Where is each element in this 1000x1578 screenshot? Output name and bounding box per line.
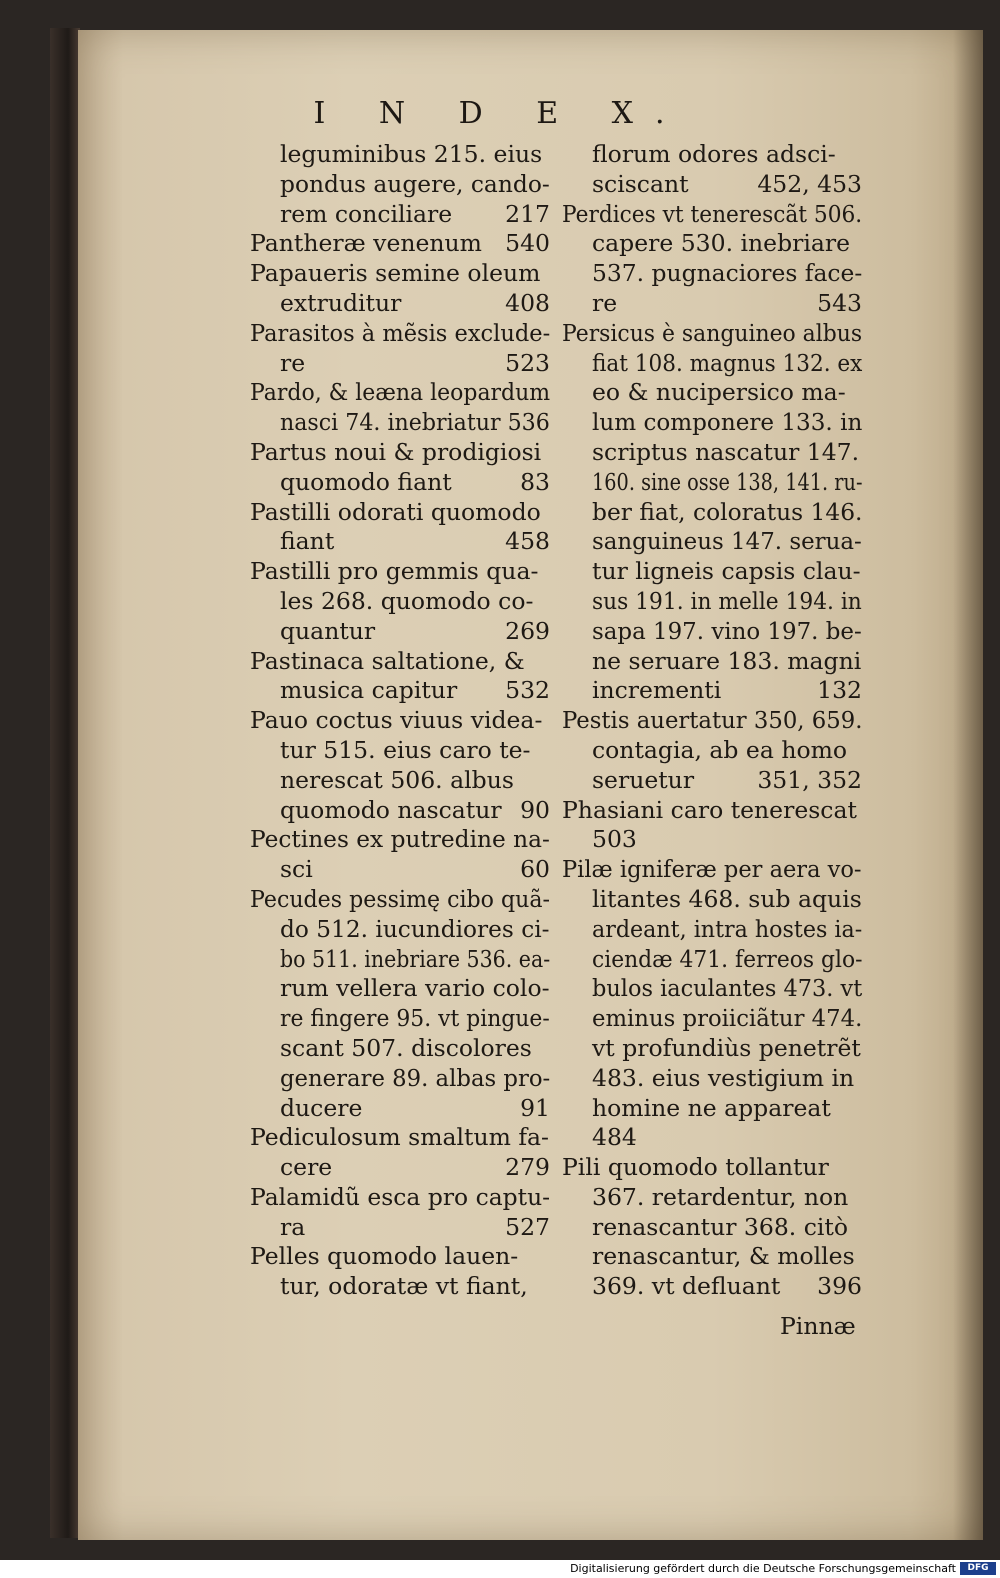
index-line [250, 349, 550, 379]
index-entry-text: 484 [592, 1123, 637, 1152]
index-line [562, 1272, 862, 1302]
index-entry-text: florum odores adsci- [592, 140, 836, 168]
index-line [250, 1272, 550, 1302]
book-cover-edge [50, 28, 80, 1538]
index-line [250, 170, 550, 200]
index-entry-text: Partus noui & prodigiosi [250, 437, 542, 466]
index-page-number: 91 [520, 1093, 550, 1122]
index-line [562, 1123, 862, 1153]
index-line [562, 468, 862, 498]
index-entry-text: generare 89. albas pro- [280, 1063, 551, 1092]
index-entry-text: re [280, 348, 306, 377]
index-entry-text: Pediculosum smaltum fa- [250, 1123, 549, 1152]
index-line [562, 140, 862, 170]
index-entry-text: quantur [280, 616, 376, 645]
index-line [562, 617, 862, 647]
index-entry-text: Papaueris semine oleum [250, 259, 541, 288]
running-head: I N D E X. [313, 96, 687, 131]
index-line [250, 557, 550, 587]
index-entry-text: Pastilli odorati quomodo [250, 497, 541, 526]
index-line [562, 527, 862, 557]
index-line [562, 706, 862, 736]
index-line [250, 498, 550, 528]
index-page-number: 132 [817, 676, 862, 705]
index-entry-text: re fingere 95. vt pingue- [280, 1004, 550, 1033]
index-entry-text: quomodo nascatur [280, 795, 502, 824]
index-entry-text: eo & nucipersico ma- [592, 378, 846, 407]
index-entry-text: Palamidũ esca pro captu- [250, 1182, 551, 1211]
index-line [250, 736, 550, 766]
footer-bar [0, 1560, 1000, 1578]
index-page-number: 532 [505, 676, 550, 705]
index-entry-text: les 268. quomodo co- [280, 586, 534, 615]
index-entry-text: leguminibus 215. eius [280, 140, 543, 168]
index-entry-text: scant 507. discolores [280, 1033, 532, 1062]
index-column-left [250, 140, 550, 1302]
index-entry-text: Pardo, & leæna leopardum [250, 378, 551, 407]
index-line [562, 557, 862, 587]
index-entry-text: pondus augere, cando- [280, 169, 550, 198]
index-line [562, 289, 862, 319]
index-line [250, 319, 550, 349]
index-line [250, 378, 550, 408]
index-entry-text: homine ne appareat [592, 1093, 831, 1122]
index-line [250, 1123, 550, 1153]
index-entry-text: sci [280, 855, 313, 884]
index-page-number: 540 [505, 229, 550, 258]
index-entry-text: Pili quomodo tollantur [562, 1153, 829, 1182]
index-line [250, 647, 550, 677]
index-line [562, 408, 862, 438]
index-line [562, 647, 862, 677]
index-line [250, 1242, 550, 1272]
index-entry-text: ducere [280, 1093, 363, 1122]
index-entry-text: nasci 74. inebriatur 536 [280, 408, 550, 437]
index-entry-text: lum componere 133. in [592, 408, 863, 437]
index-entry-text: contagia, ab ea homo [592, 735, 848, 764]
index-line [562, 587, 862, 617]
index-line [562, 438, 862, 468]
index-page-number: 523 [505, 348, 550, 377]
index-line [250, 945, 550, 975]
index-line [250, 855, 550, 885]
index-line [562, 349, 862, 379]
index-entry-text: do 512. iucundiores ci- [280, 914, 550, 943]
index-entry-text: vt profundiùs penetrẽt [592, 1033, 861, 1062]
index-line [250, 676, 550, 706]
index-entry-text: Pantheræ venenum [250, 229, 482, 258]
index-line [250, 1064, 550, 1094]
index-line [562, 855, 862, 885]
index-line [562, 170, 862, 200]
index-entry-text: 160. sine osse 138, 141. ru- [592, 467, 863, 496]
funding-notice: Digitalisierung gefördert durch die Deutsche Forschungsgemeinschaft [570, 1562, 956, 1575]
index-entry-text: Pilæ igniferæ per aera vo- [562, 855, 862, 884]
index-line [562, 1242, 862, 1272]
index-entry-text: musica capitur [280, 676, 458, 705]
index-line [250, 408, 550, 438]
index-entry-text: Pauo coctus viuus videa- [250, 706, 543, 735]
index-line [250, 229, 550, 259]
index-line [562, 259, 862, 289]
index-entry-text: ardeant, intra hostes ia- [592, 914, 863, 943]
index-line [562, 766, 862, 796]
index-line [562, 915, 862, 945]
index-entry-text: quomodo fiant [280, 467, 452, 496]
index-line [250, 468, 550, 498]
index-line [562, 1183, 862, 1213]
index-entry-text: sus 191. in melle 194. in [592, 586, 862, 615]
index-line [562, 1064, 862, 1094]
index-line [250, 527, 550, 557]
index-line [562, 498, 862, 528]
index-page-number: 269 [505, 616, 550, 645]
index-page-number: 396 [817, 1272, 862, 1301]
index-entry-text: 369. vt defluant [592, 1272, 781, 1301]
index-entry-text: Pastinaca saltatione, & [250, 646, 525, 675]
index-entry-text: ne seruare 183. magni [592, 646, 862, 675]
index-entry-text: nerescat 506. albus [280, 765, 514, 794]
catchword: Pinnæ [780, 1312, 856, 1340]
index-entry-text: ciendæ 471. ferreos glo- [592, 944, 863, 973]
index-line [250, 1004, 550, 1034]
index-line [250, 140, 550, 170]
index-line [250, 796, 550, 826]
index-page-number: 217 [505, 199, 550, 228]
index-line [562, 1153, 862, 1183]
index-line [250, 200, 550, 230]
index-entry-text: eminus proiiciãtur 474. [592, 1004, 863, 1033]
index-entry-text: fiant [280, 527, 335, 556]
index-entry-text: Pestis auertatur 350, 659. [562, 706, 863, 735]
index-page-number: 90 [520, 795, 550, 824]
index-entry-text: Persicus è sanguineo albus [562, 318, 863, 347]
index-entry-text: bo 511. inebriare 536. ea- [280, 944, 551, 973]
index-entry-text: litantes 468. sub aquis [592, 884, 862, 913]
index-page-number: 60 [520, 855, 550, 884]
index-entry-text: Pastilli pro gemmis qua- [250, 557, 539, 586]
index-line [562, 945, 862, 975]
index-line [250, 974, 550, 1004]
index-entry-text: cere [280, 1153, 333, 1182]
index-entry-text: Pectines ex putredine na- [250, 825, 550, 854]
index-entry-text: 503 [592, 825, 637, 854]
index-entry-text: Perdices vt tenerescãt 506. [562, 199, 863, 228]
index-line [250, 587, 550, 617]
index-entry-text: Parasitos à mẽsis exclude- [250, 318, 551, 347]
index-entry-text: sciscant [592, 169, 689, 198]
index-entry-text: scriptus nascatur 147. [592, 437, 860, 466]
index-page-number: 527 [505, 1212, 550, 1241]
index-entry-text: Pelles quomodo lauen- [250, 1242, 519, 1271]
index-line [562, 1213, 862, 1243]
index-entry-text: sapa 197. vino 197. be- [592, 616, 862, 645]
index-line [250, 438, 550, 468]
index-entry-text: renascantur, & molles [592, 1242, 855, 1271]
index-line [562, 796, 862, 826]
index-line [250, 289, 550, 319]
index-entry-text: extruditur [280, 288, 402, 317]
index-line [250, 915, 550, 945]
index-page-number: 408 [505, 288, 550, 317]
index-line [562, 200, 862, 230]
index-line [562, 229, 862, 259]
index-entry-text: tur, odoratæ vt fiant, [280, 1272, 528, 1301]
index-line [250, 706, 550, 736]
index-entry-text: rum vellera vario colo- [280, 974, 550, 1003]
index-line [562, 885, 862, 915]
index-line [250, 1094, 550, 1124]
index-entry-text: fiat 108. magnus 132. ex [592, 348, 863, 377]
index-page-number: 279 [505, 1153, 550, 1182]
index-page-number: 83 [520, 467, 550, 496]
index-column-right [562, 140, 862, 1302]
index-entry-text: ber fiat, coloratus 146. [592, 497, 863, 526]
index-line [562, 319, 862, 349]
index-page-number: 543 [817, 288, 862, 317]
index-line [250, 885, 550, 915]
index-line [562, 1094, 862, 1124]
index-line [250, 1213, 550, 1243]
dfg-logo: DFG [960, 1562, 996, 1575]
index-entry-text: 367. retardentur, non [592, 1182, 849, 1211]
index-page-number: 351, 352 [757, 765, 862, 794]
index-line [250, 1034, 550, 1064]
index-entry-text: incrementi [592, 676, 722, 705]
index-entry-text: rem conciliare [280, 199, 453, 228]
index-line [250, 617, 550, 647]
index-line [562, 1034, 862, 1064]
index-entry-text: re [592, 288, 618, 317]
index-entry-text: renascantur 368. citò [592, 1212, 848, 1241]
index-entry-text: sanguineus 147. serua- [592, 527, 862, 556]
index-line [250, 1183, 550, 1213]
index-entry-text: tur 515. eius caro te- [280, 735, 531, 764]
page-shadow [953, 30, 983, 1540]
index-entry-text: seruetur [592, 765, 695, 794]
index-page-number: 458 [505, 527, 550, 556]
index-entry-text: Pecudes pessimę cibo quã- [250, 884, 551, 913]
index-entry-text: bulos iaculantes 473. vt [592, 974, 863, 1003]
index-line [250, 259, 550, 289]
index-line [250, 825, 550, 855]
index-line [562, 825, 862, 855]
index-entry-text: tur ligneis capsis clau- [592, 557, 861, 586]
index-entry-text: 483. eius vestigium in [592, 1063, 855, 1092]
index-entry-text: capere 530. inebriare [592, 229, 851, 258]
index-entry-text: 537. pugnaciores face- [592, 259, 863, 288]
index-line [562, 736, 862, 766]
index-line [562, 676, 862, 706]
index-entry-text: ra [280, 1212, 306, 1241]
index-line [562, 974, 862, 1004]
index-page-number: 452, 453 [757, 169, 862, 198]
index-line [562, 1004, 862, 1034]
index-entry-text: Phasiani caro tenerescat [562, 795, 857, 824]
index-line [562, 378, 862, 408]
index-line [250, 1153, 550, 1183]
index-line [250, 766, 550, 796]
